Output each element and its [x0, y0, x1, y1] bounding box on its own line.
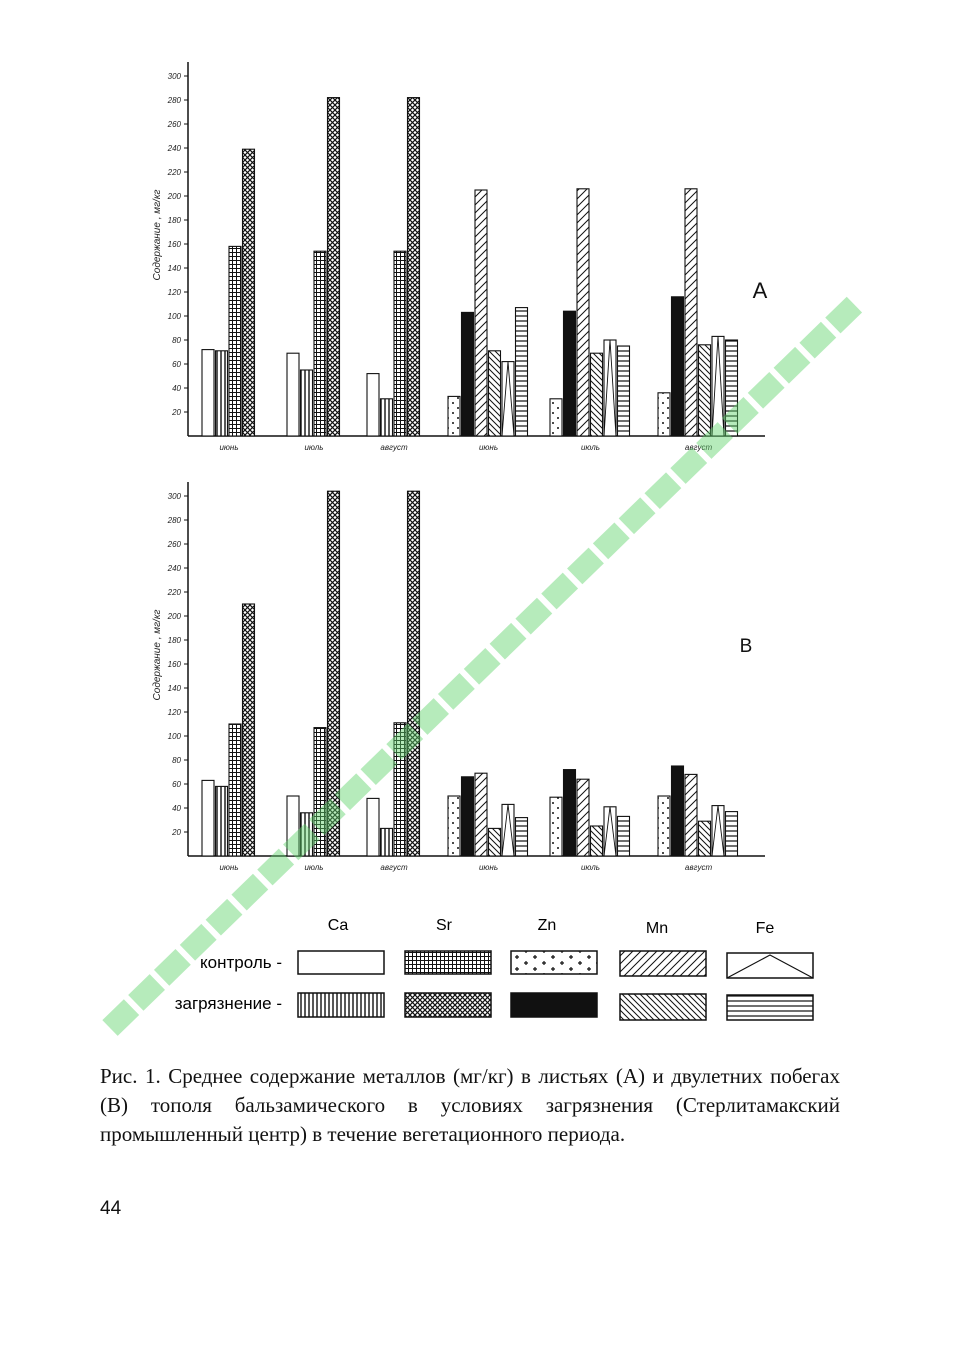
legend-metal-mn: Mn — [645, 920, 669, 937]
chart-a-x-label: июнь — [478, 443, 499, 452]
chart-b-ytick-label: 20 — [172, 828, 181, 837]
chart-b-ytick-label: 80 — [172, 756, 181, 765]
bar-b-mn-control — [475, 773, 487, 856]
bar-b-zn-control — [448, 796, 460, 856]
chart-b-ytick-label: 180 — [167, 636, 181, 645]
chart-a-y-axis-label: Содержание , мг/кг — [152, 189, 163, 281]
chart-a-ytick-label: 180 — [167, 216, 181, 225]
chart-b-ytick-label: 280 — [167, 516, 181, 525]
bar-a-ca-polluted — [301, 370, 313, 436]
chart-a-ytick-label: 40 — [172, 384, 181, 393]
chart-a-ytick-label: 60 — [172, 360, 181, 369]
chart-b-x-label: июнь — [478, 863, 499, 872]
chart-a-ytick-label: 100 — [167, 312, 181, 321]
chart-a — [152, 62, 765, 452]
chart-a-ytick-label: 220 — [167, 168, 181, 177]
chart-b-ytick-label: 220 — [167, 588, 181, 597]
chart-a-x-label: июль — [580, 443, 601, 452]
chart-a-ytick-label: 120 — [167, 288, 181, 297]
bar-b-fe-control — [712, 806, 724, 856]
bar-a-fe-polluted — [516, 308, 528, 436]
bar-a-mn-polluted — [591, 353, 603, 436]
bar-b-mn-polluted — [699, 821, 711, 856]
bar-a-fe-control — [502, 362, 514, 436]
chart-a-ytick-label: 160 — [167, 240, 181, 249]
bar-a-zn-polluted — [564, 311, 576, 436]
legend-swatch-ca-control — [298, 951, 384, 974]
bar-a-mn-polluted — [489, 351, 501, 436]
panel-label-a: A — [752, 278, 768, 303]
bar-b-mn-control — [577, 779, 589, 856]
bar-a-sr-polluted — [328, 98, 340, 436]
bar-b-zn-polluted — [564, 770, 576, 856]
chart-b-ytick-label: 260 — [167, 540, 181, 549]
chart-a-ytick-label: 200 — [167, 192, 181, 201]
bar-a-ca-polluted — [381, 399, 393, 436]
bar-b-mn-polluted — [489, 828, 501, 856]
legend-metal-sr: Sr — [436, 917, 452, 934]
bar-a-sr-polluted — [243, 149, 255, 436]
legend-swatch-zn-polluted — [511, 993, 597, 1017]
bar-a-mn-polluted — [699, 345, 711, 436]
chart-b-x-label: июнь — [219, 863, 239, 872]
bar-b-ca-polluted — [216, 786, 228, 856]
chart-a-x-label: июнь — [219, 443, 239, 452]
legend-metal-zn: Zn — [537, 917, 557, 934]
chart-a-bars — [202, 98, 738, 436]
bar-a-zn-control — [448, 396, 460, 436]
legend-swatch-zn-control — [511, 951, 597, 974]
chart-a-ytick-label: 300 — [167, 72, 181, 81]
chart-b-ytick-label: 200 — [167, 612, 181, 621]
chart-a-x-label: август — [684, 443, 713, 452]
chart-a-x-label: июль — [304, 443, 324, 452]
chart-a-ytick-label: 140 — [167, 264, 181, 273]
legend-swatch-fe-polluted — [727, 995, 813, 1020]
legend — [175, 917, 813, 1020]
bar-b-fe-polluted — [618, 816, 630, 856]
chart-a-ytick-label: 280 — [167, 96, 181, 105]
legend-swatch-fe-control — [727, 953, 813, 978]
legend-swatch-ca-polluted — [298, 993, 384, 1017]
legend-metal-ca: Ca — [327, 917, 349, 934]
bar-b-mn-control — [685, 774, 697, 856]
chart-a-ytick-label: 80 — [172, 336, 181, 345]
chart-b-ytick-label: 100 — [167, 732, 181, 741]
chart-b-x-label: август — [380, 863, 408, 872]
bar-b-ca-polluted — [381, 828, 393, 856]
chart-b-x-label: июль — [304, 863, 324, 872]
chart-b-ytick-label: 240 — [167, 564, 181, 573]
legend-metal-fe: Fe — [755, 920, 775, 937]
bar-a-mn-control — [577, 189, 589, 436]
bar-b-ca-control — [202, 780, 214, 856]
bar-a-sr-control — [229, 246, 241, 436]
chart-b-ytick-label: 120 — [167, 708, 181, 717]
bar-b-zn-polluted — [462, 777, 474, 856]
bar-a-sr-control — [314, 251, 326, 436]
bar-b-ca-control — [367, 798, 379, 856]
chart-b-x-label: август — [684, 863, 713, 872]
bar-a-zn-polluted — [672, 297, 684, 436]
chart-a-ytick-label: 260 — [167, 120, 181, 129]
bar-b-zn-control — [550, 797, 562, 856]
legend-swatch-sr-polluted — [405, 993, 491, 1017]
chart-a-ytick-label: 20 — [172, 408, 181, 417]
legend-control-label: контроль - — [200, 953, 282, 972]
bar-a-mn-control — [685, 189, 697, 436]
legend-swatch-mn-control — [620, 951, 706, 976]
chart-b-ytick-label: 160 — [167, 660, 181, 669]
bar-a-zn-polluted — [462, 312, 474, 436]
bar-a-fe-control — [712, 336, 724, 436]
chart-b-ytick-label: 60 — [172, 780, 181, 789]
chart-b-ytick-label: 140 — [167, 684, 181, 693]
chart-b-x-label: июль — [580, 863, 601, 872]
bar-b-fe-polluted — [726, 812, 738, 856]
legend-swatch-sr-control — [405, 951, 491, 974]
bar-a-fe-control — [604, 340, 616, 436]
bar-b-sr-polluted — [408, 491, 420, 856]
chart-a-x-label: август — [380, 443, 408, 452]
bar-b-sr-polluted — [243, 604, 255, 856]
bar-b-fe-polluted — [516, 818, 528, 856]
bar-a-zn-control — [658, 393, 670, 436]
bar-b-zn-control — [658, 796, 670, 856]
chart-a-ytick-label: 240 — [167, 144, 181, 153]
bar-a-ca-polluted — [216, 351, 228, 436]
bar-b-mn-polluted — [591, 826, 603, 856]
bar-b-sr-control — [229, 724, 241, 856]
panel-label-b: B — [739, 636, 753, 657]
legend-swatch-mn-polluted — [620, 994, 706, 1020]
chart-a-y-ticks — [167, 72, 188, 417]
figure-caption: Рис. 1. Среднее содержание металлов (мг/кг) в листьях (А) и двулетних побегах (В) тополя бальзамического в условиях загрязнения (Стерлитамакский промышленный центр) в течение вегетационного периода. — [100, 1064, 840, 1146]
chart-b-ytick-label: 40 — [172, 804, 181, 813]
legend-polluted-label: загрязнение - — [174, 994, 282, 1013]
bar-a-ca-control — [202, 350, 214, 436]
bar-b-zn-polluted — [672, 766, 684, 856]
bar-a-ca-control — [367, 374, 379, 436]
chart-a-x-labels — [219, 443, 712, 452]
chart-b-y-ticks — [167, 492, 188, 837]
bar-b-fe-control — [502, 804, 514, 856]
bar-b-fe-control — [604, 807, 616, 856]
bar-a-sr-polluted — [408, 98, 420, 436]
bar-a-ca-control — [287, 353, 299, 436]
chart-b-y-axis-label: Содержание , мг/кг — [152, 609, 163, 701]
bar-a-sr-control — [394, 251, 406, 436]
bar-a-fe-polluted — [618, 346, 630, 436]
bar-a-mn-control — [475, 190, 487, 436]
page-number: 44 — [100, 1198, 122, 1219]
bar-a-zn-control — [550, 399, 562, 436]
chart-b-ytick-label: 300 — [167, 492, 181, 501]
